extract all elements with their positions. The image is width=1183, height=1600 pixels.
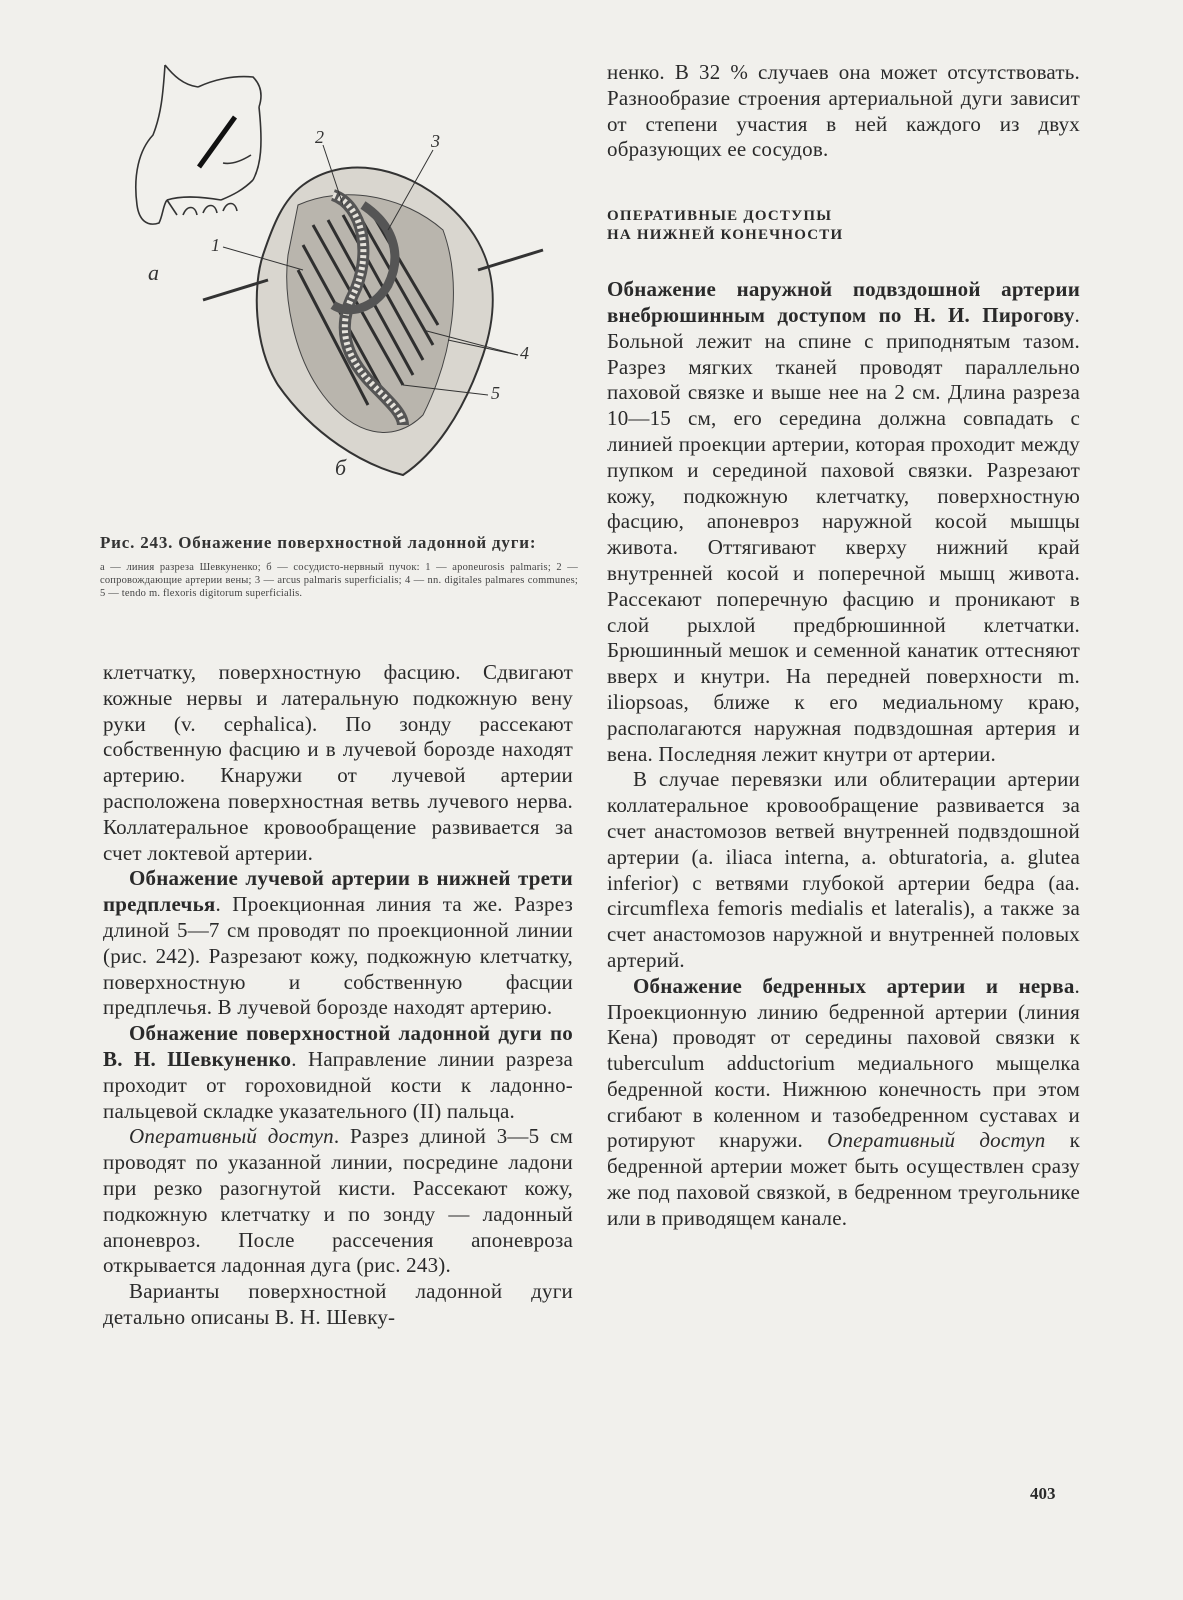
figure-label-b: б [335,455,347,480]
right-paragraph-2 [607,277,1080,767]
iliac-artery-heading: Обнажение наружной подвздошной артерии внебрюшинным доступом по Н. И. Пирогову [607,277,1080,327]
left-paragraph-4-text: . Разрез длиной 3—5 см проводят по указанной линии, посредине ладони при резко разогнутой кисти. Рассекают кожу, подкожную клетчатку и по зонду — ладонный апоневроз. После рассечения апоневроза открывается ладонная дуга (рис. 243). [103,1124,573,1278]
left-paragraph-4 [103,1124,573,1279]
callout-2: 2 [315,127,324,147]
left-paragraph-2-text: . Проекционная линия та же. Разрез длиной 5—7 см проводят по проекционной линии (рис. 242). Разрезают кожу, подкожную клетчатку, поверхностную и собственную фасции предплечья. В лучевой борозде находят артерию. [103,892,573,1020]
callout-5: 5 [491,383,500,403]
right-paragraph-4-text-1: . Проекционную линию бедренной артерии (линия Кена) проводят от середины паховой связки к tuberculum adductorium медиального мыщелка бедренной кости. Нижнюю конечность при этом сгибают в коленном и тазобедренном суставах и ротируют кнаружи. [607,973,1080,1153]
right-column [607,60,1080,1232]
caption-title: Рис. 243. Обнажение поверхностной ладонной дуги: [100,533,537,552]
operative-access-term: Оперативный доступ [129,1124,334,1149]
callout-1: 1 [211,235,220,255]
operative-access-term-2: Оперативный доступ [827,1128,1046,1153]
section-heading-line-1: ОПЕРАТИВНЫЕ ДОСТУПЫ [607,208,833,225]
section-heading-line-2: НА НИЖНЕЙ КОНЕЧНОСТИ [607,227,844,244]
left-paragraph-2 [103,866,573,1021]
right-paragraph-4 [607,974,1080,1232]
surgical-illustration [103,55,573,535]
left-paragraph-1: клетчатку, поверхностную фасцию. Сдвигают кожные нервы и латеральную подкожную вену руки (v. cephalica). По зонду рассекают собственную фасцию и в лучевой борозде находят артерию. Кнаружи от лучевой артерии расположена поверхностная ветвь лучевого нерва. Коллатеральное кровообращение развивается за счет локтевой артерии. [103,660,573,865]
right-paragraph-4-text-2: к бедренной артерии может быть осуществлен сразу же под паховой связкой, в бедренном треугольнике или в приводящем канале. [607,1128,1080,1230]
palmar-arch-heading: Обнажение поверхностной ладонной дуги по В. Н. Шевкуненко [103,1021,573,1071]
figure-243 [103,55,573,535]
right-paragraph-3: В случае перевязки или облитерации артерии коллатеральное кровообращение развивается за счет анастомозов ветвей внутренней подвздошной артерии (a. iliaca interna, a. obturatoria, a. glutea inferior) с ветвями глубокой артерии бедра (aa. circumflexa femoris medialis et lateralis), а также за счет анастомозов наружной и внутренней половых артерий. [607,767,1080,972]
incision-line [199,117,235,167]
radial-artery-heading: Обнажение лучевой артерии в нижней трети предплечья [103,866,573,917]
page-number: 403 [1030,1484,1056,1503]
left-paragraph-3-text: . Направление линии разреза проходит от гороховидной кости к ладонно-пальцевой складке указательного (II) пальца. [103,1046,573,1123]
femoral-artery-heading: Обнажение бедренных артерии и нерва [633,973,1075,998]
right-paragraph-2-text: . Больной лежит на спине с приподнятым тазом. Разрез мягких тканей проводят параллельно паховой связке и выше нее на 2 см. Длина разреза 10—15 см, его середина должна совпадать с линией проекции артерии, которая проходит между пупком и серединой паховой связки. Разрезают кожу, подкожную клетчатку, поверхностную фасцию, апоневроз наружной косой мышцы живота. Оттягивают кверху нижний край внутренней косой и поперечной мышц живота. Рассекают поперечную фасцию и проникают в слой рыхлой предбрюшинной клетчатки. Брюшинный мешок и семенной канатик оттесняют вверх и кнутри. На передней поверхности m. iliopsoas, ближе к его медиальному краю, располагаются наружная подвздошная артерия и вена. Последняя лежит кнутри от артерии. [607,302,1080,766]
callout-3: 3 [431,131,440,151]
section-heading [607,207,1080,245]
figure-label-a: а [148,260,159,285]
caption-legend: а — линия разреза Шевкуненко; б — сосудисто-нервный пучок: 1 — aponeurosis palmaris; 2 — сопровождающие артерии вены; 3 — arcus palmaris superficialis; 4 — nn. digitales palmares communes; 5 — tendo m. flexoris digitorum superficialis. [100,562,578,599]
callout-4: 4 [520,343,529,363]
operative-field [203,145,543,475]
right-paragraph-1: ненко. В 32 % случаев она может отсутствовать. Разнообразие строения артериальной дуги зависит от степени участия в ней каждого из двух образующих ее сосудов. [607,60,1080,162]
left-paragraph-3 [103,1021,573,1124]
hand-outline-sketch [136,65,261,224]
left-column [103,660,573,1331]
figure-caption [100,533,578,600]
left-paragraph-5: Варианты поверхностной ладонной дуги детально описаны В. Н. Шевку- [103,1279,573,1329]
